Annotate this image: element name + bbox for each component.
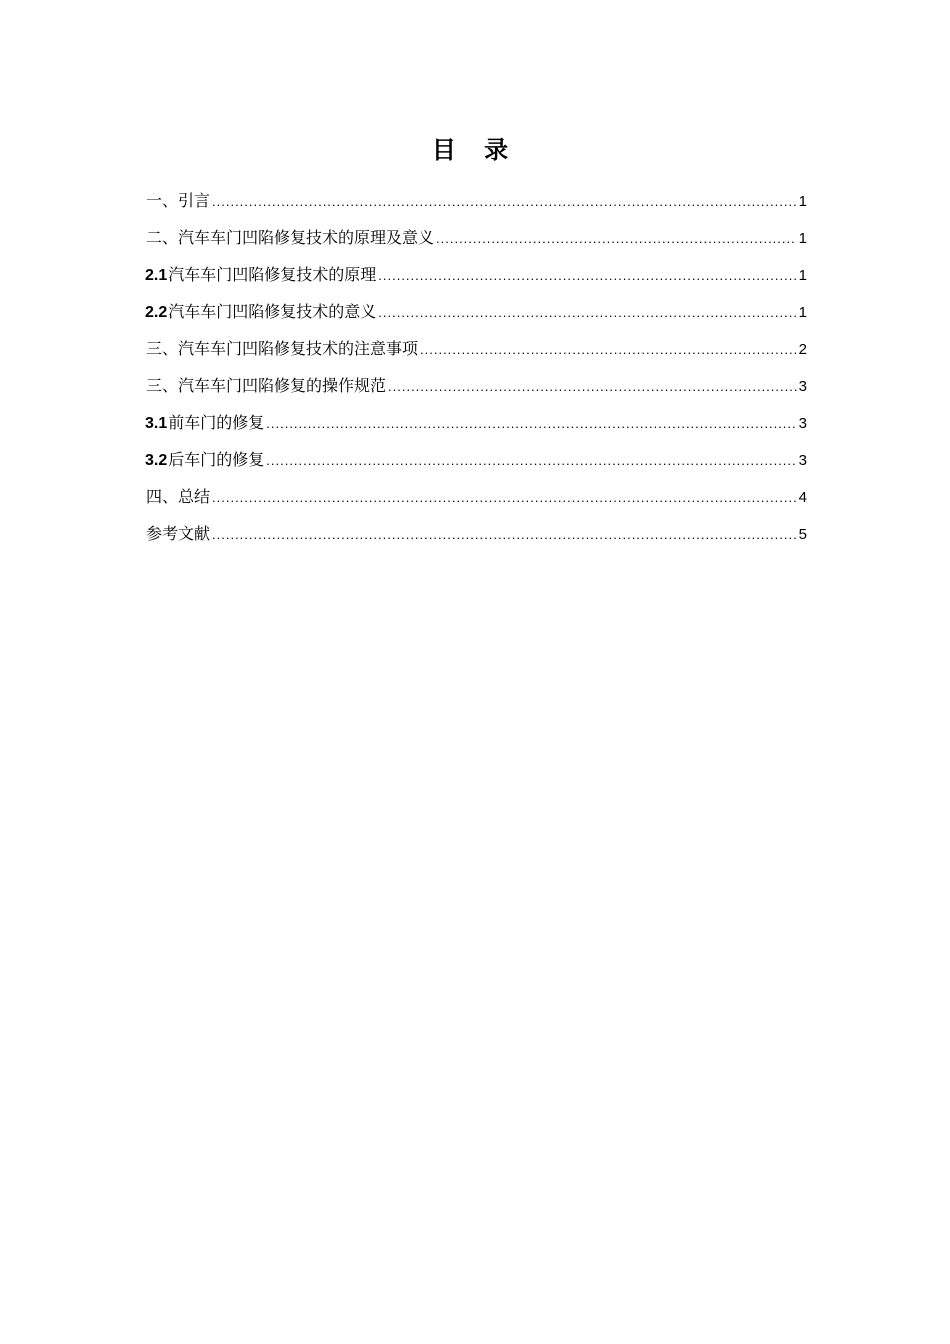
toc-entry-text: 汽车车门凹陷修复技术的意义 xyxy=(168,302,377,321)
toc-entry-text: 参考文献 xyxy=(146,524,211,543)
toc-entry-text: 四、总结 xyxy=(146,487,211,506)
dot-leader xyxy=(378,261,796,291)
toc-entry-label xyxy=(145,297,376,328)
toc-entry-number: 2.2 xyxy=(145,304,168,321)
toc-entry-page: 1 xyxy=(798,304,807,321)
toc-entry-label xyxy=(145,334,418,365)
toc-entry-page: 1 xyxy=(798,193,807,210)
toc-entry-operating-standards[interactable] xyxy=(145,371,807,408)
toc-entry-text: 二、汽车车门凹陷修复技术的原理及意义 xyxy=(146,228,435,247)
toc-entry-3-2-rear-door[interactable] xyxy=(145,445,807,482)
dot-leader xyxy=(212,520,797,550)
toc-entry-precautions[interactable] xyxy=(145,334,807,371)
toc-entry-2-1-principle[interactable] xyxy=(145,260,807,297)
toc-list xyxy=(145,186,807,556)
toc-entry-label xyxy=(145,371,386,402)
toc-entry-page: 1 xyxy=(798,230,807,247)
toc-entry-text: 三、汽车车门凹陷修复的操作规范 xyxy=(146,376,387,395)
toc-entry-label xyxy=(145,445,264,476)
dot-leader xyxy=(266,446,796,476)
toc-entry-2-2-significance[interactable] xyxy=(145,297,807,334)
dot-leader xyxy=(266,409,796,439)
toc-title: 目 录 xyxy=(431,136,519,164)
toc-entry-text: 汽车车门凹陷修复技术的原理 xyxy=(168,265,377,284)
toc-entry-page: 2 xyxy=(798,341,807,358)
toc-entry-3-1-front-door[interactable] xyxy=(145,408,807,445)
toc-entry-references[interactable] xyxy=(145,519,807,556)
toc-entry-label xyxy=(145,408,264,439)
toc-entry-page: 3 xyxy=(798,378,807,395)
toc-entry-text: 一、引言 xyxy=(146,191,211,210)
toc-entry-page: 1 xyxy=(798,267,807,284)
toc-entry-label xyxy=(145,519,210,550)
toc-entry-number: 3.2 xyxy=(145,452,168,469)
dot-leader xyxy=(378,298,796,328)
toc-entry-page: 4 xyxy=(798,489,807,506)
toc-entry-principle-and-significance[interactable] xyxy=(145,223,807,260)
toc-entry-summary[interactable] xyxy=(145,482,807,519)
toc-entry-page: 5 xyxy=(798,526,807,543)
toc-entry-label xyxy=(145,482,210,513)
toc-entry-number: 2.1 xyxy=(145,267,168,284)
dot-leader xyxy=(436,224,797,254)
toc-entry-page: 3 xyxy=(798,415,807,432)
toc-entry-text: 后车门的修复 xyxy=(168,450,265,469)
dot-leader xyxy=(388,372,797,402)
toc-entry-text: 前车门的修复 xyxy=(168,413,265,432)
toc-entry-label xyxy=(145,260,376,291)
toc-entry-label xyxy=(145,186,210,217)
dot-leader xyxy=(212,187,797,217)
toc-entry-introduction[interactable] xyxy=(145,186,807,223)
toc-entry-page: 3 xyxy=(798,452,807,469)
dot-leader xyxy=(212,483,797,513)
dot-leader xyxy=(420,335,797,365)
toc-entry-number: 3.1 xyxy=(145,415,168,432)
toc-entry-label xyxy=(145,223,434,254)
toc-entry-text: 三、汽车车门凹陷修复技术的注意事项 xyxy=(146,339,419,358)
